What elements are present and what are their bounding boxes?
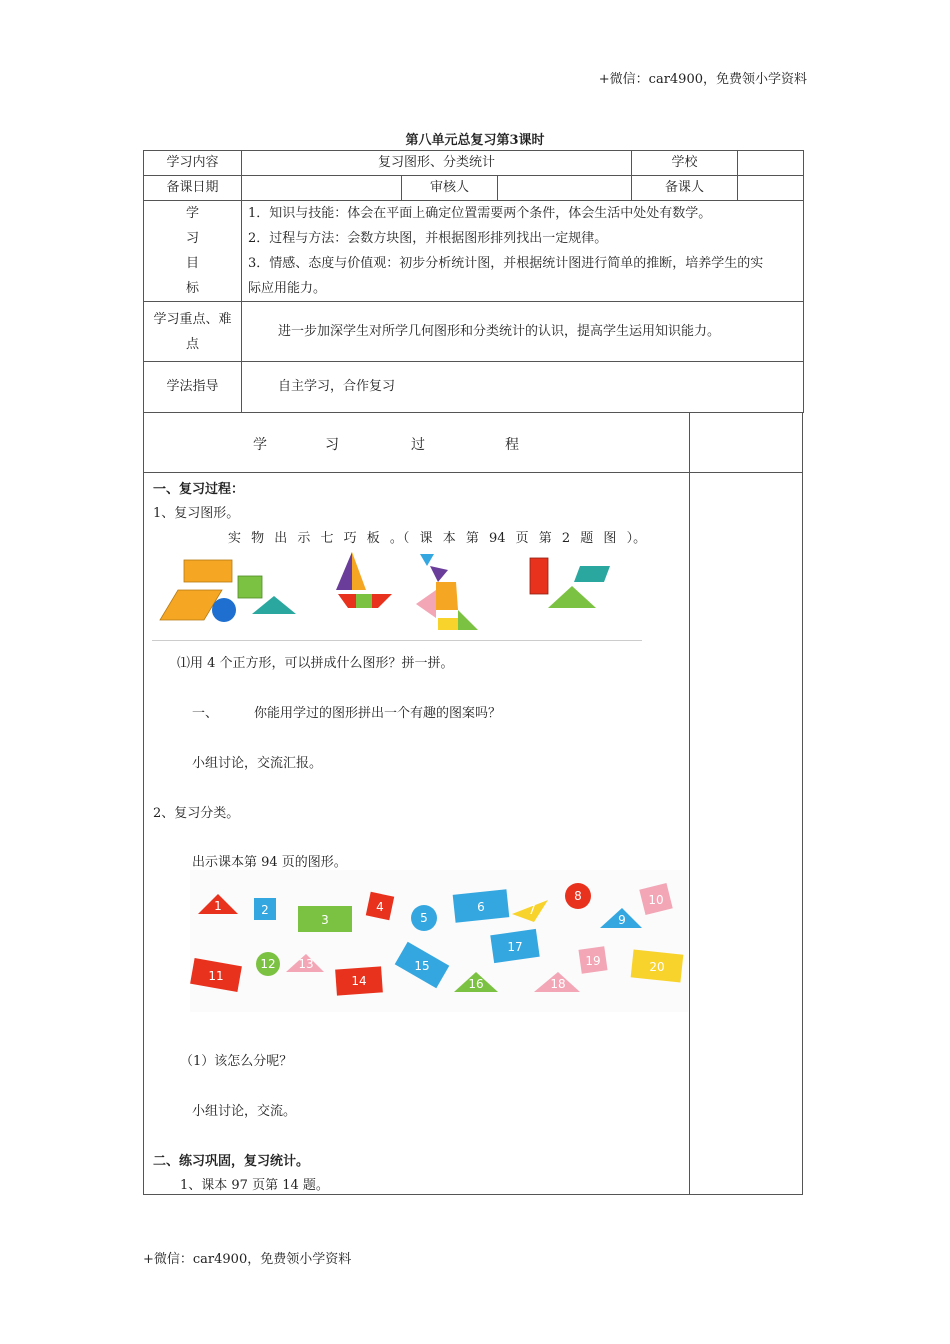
preparer-label: 备课人 (632, 176, 738, 201)
lesson-info-table (143, 150, 804, 413)
svg-text:16: 16 (468, 977, 484, 991)
date-value (242, 176, 402, 201)
svg-text:8: 8 (574, 889, 582, 903)
process-heading-1: 学 (253, 437, 267, 453)
content-value: 复习图形、分类统计 (242, 151, 632, 176)
section-practice: 二、练习巩固，复习统计。 (153, 1154, 310, 1169)
svg-text:2: 2 (261, 903, 269, 917)
svg-text:15: 15 (414, 959, 430, 973)
key-points-label: 学习重点、难 点 (144, 302, 242, 362)
process-heading-4: 程 (505, 437, 519, 453)
red-rectangle (530, 558, 548, 594)
orange-rectangle (184, 560, 232, 582)
svg-text:11: 11 (208, 969, 224, 983)
objectives-label: 学 习 目 标 (144, 201, 242, 302)
date-label: 备课日期 (144, 176, 242, 201)
section-review: 一、复习过程： (153, 482, 245, 497)
svg-text:20: 20 (649, 960, 665, 974)
question-classify: （1）该怎么分呢？ (180, 1054, 293, 1069)
svg-text:1: 1 (214, 899, 222, 913)
svg-text:18: 18 (550, 977, 566, 991)
reviewer-value (498, 176, 632, 201)
blue-circle (212, 598, 236, 622)
question-2-number: 一、 (192, 706, 219, 721)
question-squares: ⑴用 4 个正方形，可以拼成什么图形？拼一拼。 (177, 656, 454, 671)
process-heading-2: 习 (325, 437, 339, 453)
content-label: 学习内容 (144, 151, 242, 176)
svg-text:4: 4 (376, 900, 384, 914)
question-pattern: 你能用学过的图形拼出一个有趣的图案吗？ (254, 706, 502, 721)
svg-text:19: 19 (585, 954, 601, 968)
svg-text:17: 17 (507, 940, 523, 954)
green-hull-square (356, 594, 372, 608)
key-points-text: 进一步加深学生对所学几何图形和分类统计的认识，提高学生运用知识能力。 (242, 302, 804, 362)
svg-text:5: 5 (420, 911, 428, 925)
svg-text:12: 12 (260, 957, 276, 971)
preparer-value (738, 176, 804, 201)
school-value (738, 151, 804, 176)
exercise-1: 1、课本 97 页第 14 题。 (180, 1178, 329, 1193)
reviewer-label: 审核人 (402, 176, 498, 201)
show-textbook-shapes: 出示课本第 94 页的图形。 (192, 855, 347, 870)
page-title: 第八单元总复习第3课时 (405, 133, 545, 148)
orange-body (436, 582, 458, 610)
header-note: +微信：car4900，免费领小学资料 (598, 72, 807, 87)
svg-text:3: 3 (321, 913, 329, 927)
method-text: 自主学习，合作复习 (242, 362, 804, 413)
group-discussion-1: 小组讨论，交流汇报。 (192, 756, 323, 771)
teal-parallelogram (574, 566, 610, 582)
numbered-shapes-image (190, 870, 688, 1012)
group-discussion-2: 小组讨论，交流。 (192, 1104, 297, 1119)
process-heading-3: 过 (411, 437, 425, 453)
svg-text:9: 9 (618, 913, 626, 927)
svg-text:6: 6 (477, 900, 485, 914)
footer-note: +微信：car4900，免费领小学资料 (143, 1252, 352, 1267)
objectives-text: 1．知识与技能：体会在平面上确定位置需要两个条件，体会生活中处处有数学。 2．过程与方法：会数方块图，并根据图形排列找出一定规律。 3．情感、态度与价值观：初步分析统计图，并根据统计图进行简单的推断，培养学生的实 际应用能力。 (242, 201, 804, 302)
school-label: 学校 (632, 151, 738, 176)
svg-text:13: 13 (298, 957, 314, 971)
svg-text:7: 7 (528, 903, 536, 917)
item-review-shapes: 1、复习图形。 (153, 506, 240, 521)
green-square (238, 576, 262, 598)
svg-text:14: 14 (351, 974, 367, 988)
item-review-classification: 2、复习分类。 (153, 806, 240, 821)
yellow-square (438, 618, 458, 630)
method-label: 学法指导 (144, 362, 242, 413)
tangram-figures-image (152, 546, 642, 641)
tangram-instruction: 实 物 出 示 七 巧 板 。（ 课 本 第 94 页 第 2 题 图 ）。 (228, 531, 647, 546)
svg-text:10: 10 (648, 893, 664, 907)
